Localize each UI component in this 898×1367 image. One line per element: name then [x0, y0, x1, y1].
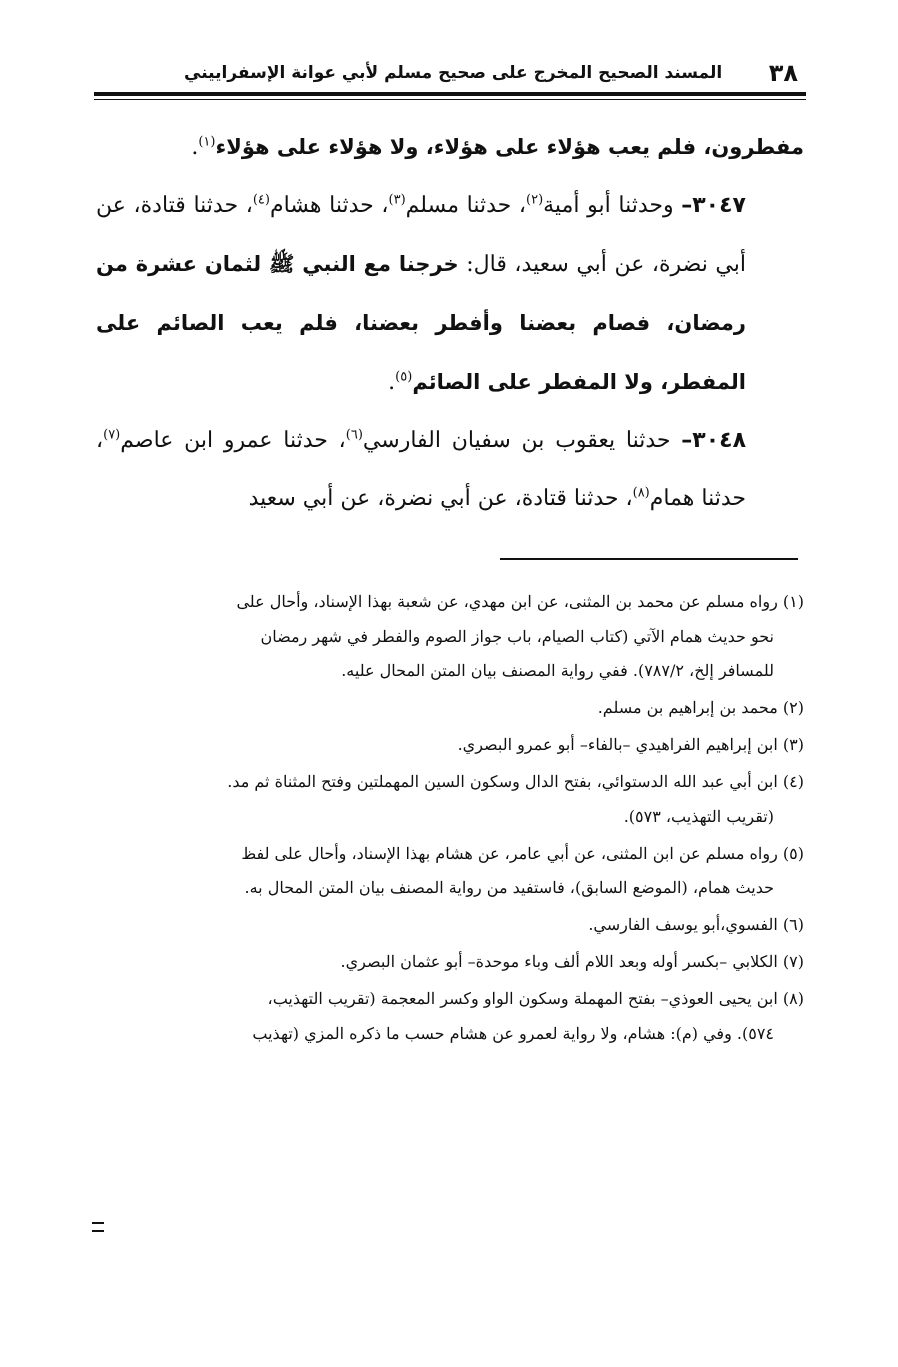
footnote-ref: (٢): [526, 192, 544, 208]
footnote-continues-mark: [92, 1222, 104, 1232]
page-header: [96, 58, 804, 88]
footnote-8: (٨) ابن يحيى العوذي– بفتح المهملة وسكون الواو وكسر المعجمة (تقريب التهذيب، ٥٧٤). وفي (م): هشام، ولا رواية لعمرو عن هشام حسب ما ذكره المزي (تهذيب: [252, 989, 804, 1043]
footnote-6: (٦) الفسوي،أبو يوسف الفارسي.: [588, 915, 804, 934]
header-rule-thin: [94, 99, 806, 100]
matn-text: مفطرون، فلم يعب هؤلاء على هؤلاء، ولا هؤلاء على هؤلاء: [215, 135, 804, 159]
page-number: ٣٨: [768, 59, 798, 87]
footnote-ref: (٧): [103, 427, 121, 443]
footnote-ref: (٨): [632, 485, 650, 501]
hadith-3048: ٣٠٤٨– حدثنا يعقوب بن سفيان الفارسي$^{(٦)}$، حدثنا عمرو ابن عاصم$^{(٧)}$، حدثنا همام$^{(٨)}$، حدثنا قتادة، عن أبي نضرة، عن أبي سعيد: [96, 427, 746, 511]
footnote-ref: (٤): [252, 192, 270, 208]
footnote-2: (٢) محمد بن إبراهيم بن مسلم.: [597, 698, 804, 717]
footnote-ref: (٥): [395, 369, 413, 385]
paragraph-continuation: مفطرون، فلم يعب هؤلاء على هؤلاء، ولا هؤلاء على هؤلاء$^{(١)}$.: [191, 134, 804, 160]
hadith-number: ٣٠٤٨–: [681, 428, 746, 453]
footnotes: [96, 585, 804, 1054]
footnote-3: (٣) ابن إبراهيم الفراهيدي –بالفاء– أبو عمرو البصري.: [457, 735, 804, 754]
running-title: المسند الصحيح المخرج على صحيح مسلم لأبي عوانة الإسفراييني: [184, 63, 723, 83]
footnote-4: (٤) ابن أبي عبد الله الدستوائي، بفتح الدال وسكون السين المهملتين وفتح المثناة ثم مد. (تقريب التهذيب، ٥٧٣).: [227, 772, 804, 826]
footnote-1: (١) رواه مسلم عن محمد بن المثنى، عن ابن مهدي، عن شعبة بهذا الإسناد، وأحال على نحو حديث همام الآتي (كتاب الصيام، باب جواز الصوم والفطر في شهر رمضان للمسافر إلخ، ٧٨٧/٢). ففي رواية المصنف بيان المتن المحال عليه.: [236, 592, 804, 680]
footnote-ref: (٣): [388, 192, 406, 208]
footnote-ref: (٦): [345, 427, 363, 443]
footnote-separator: [500, 558, 798, 560]
footnote-ref: (١): [198, 134, 216, 150]
header-rule-thick: [94, 92, 806, 96]
hadith-3047: ٣٠٤٧– وحدثنا أبو أمية$^{(٢)}$، حدثنا مسلم$^{(٣)}$، حدثنا هشام$^{(٤)}$، حدثنا قتادة، عن أبي نضرة، عن أبي سعيد، قال: خرجنا مع النبي ﷺ لثمان عشرة من رمضان، فصام بعضنا وأفطر بعضنا، فلم يعب الصائم على المفطر، ولا المفطر على الصائم$^{(٥)}$.: [96, 192, 746, 395]
hadith-number: ٣٠٤٧–: [681, 193, 746, 218]
footnote-7: (٧) الكلابي –بكسر أوله وبعد اللام ألف وباء موحدة– أبو عثمان البصري.: [340, 952, 804, 971]
matn-text: خرجنا مع النبي ﷺ لثمان عشرة من رمضان، فصام بعضنا وأفطر بعضنا، فلم يعب الصائم على المفطر، ولا المفطر على الصائم: [96, 252, 746, 394]
main-text: [96, 118, 804, 528]
footnote-5: (٥) رواه مسلم عن ابن المثنى، عن أبي عامر، عن هشام بهذا الإسناد، وأحال على لفظ حديث همام، (الموضع السابق)، فاستفيد من رواية المصنف بيان المتن المحال به.: [241, 843, 804, 897]
